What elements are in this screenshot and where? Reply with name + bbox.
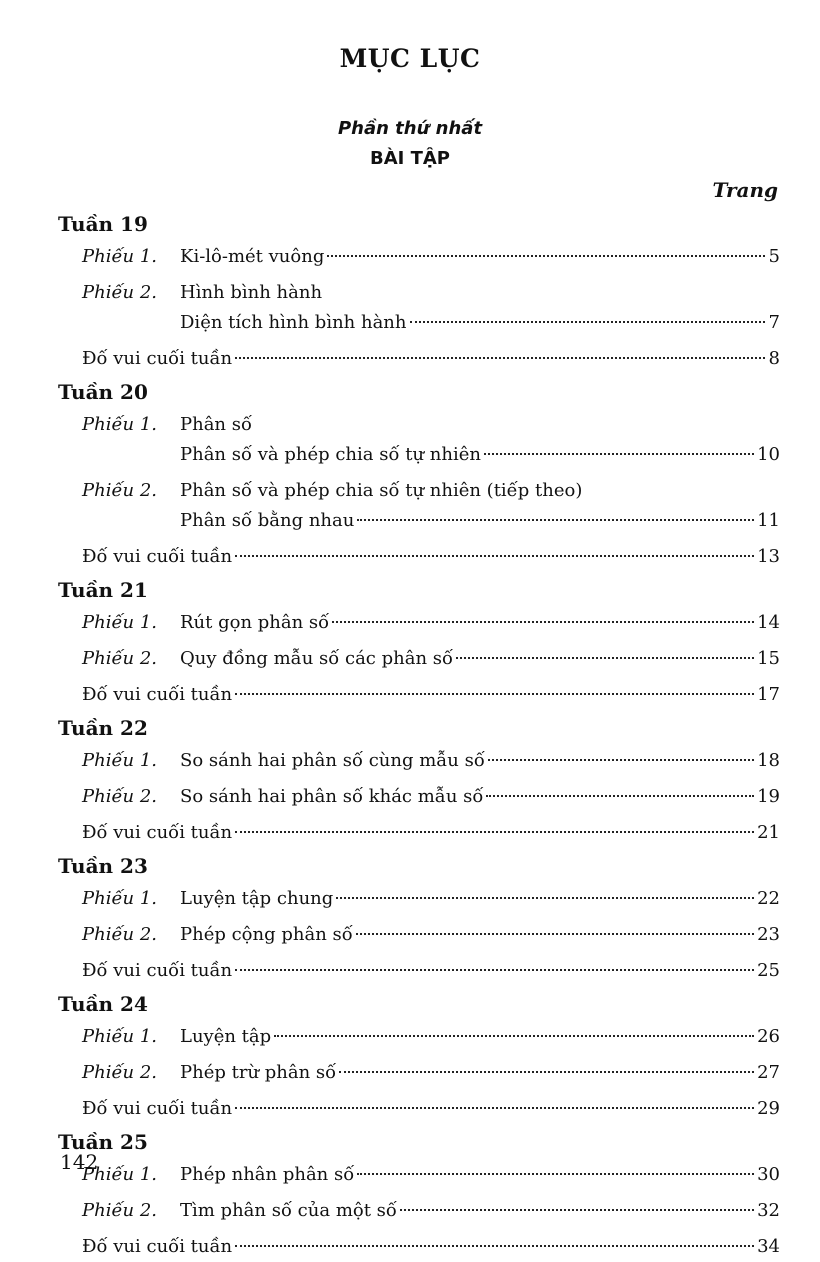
entry-title: Phép trừ phân số xyxy=(180,1062,337,1083)
entry-page-number: 30 xyxy=(757,1164,780,1185)
weekend-quiz-entry[interactable] xyxy=(58,680,780,710)
dot-leader xyxy=(357,1173,754,1175)
worksheet-label: Phiếu 1. xyxy=(82,1164,158,1185)
entry-title: Đố vui cuối tuần xyxy=(82,348,233,369)
toc-entry[interactable] xyxy=(58,782,780,812)
weekend-quiz-entry[interactable] xyxy=(58,1094,780,1124)
dot-leader xyxy=(332,621,754,623)
entry-title: Phép nhân phân số xyxy=(180,1164,355,1185)
entry-title: Phân số bằng nhau xyxy=(180,510,355,531)
dot-leader xyxy=(357,519,754,521)
dot-leader xyxy=(339,1071,754,1073)
entry-page-number: 5 xyxy=(768,246,780,267)
dot-leader xyxy=(235,1245,754,1247)
entry-page-number: 18 xyxy=(757,750,780,771)
part-heading: Phần thứ nhất xyxy=(337,118,483,139)
entry-title: So sánh hai phân số cùng mẫu số xyxy=(180,750,485,771)
worksheet-label: Phiếu 1. xyxy=(82,612,158,633)
entry-page-number: 22 xyxy=(757,888,780,909)
table-of-contents xyxy=(58,206,780,1262)
entry-title: Đố vui cuối tuần xyxy=(82,1098,233,1119)
toc-entry[interactable] xyxy=(58,1196,780,1226)
worksheet-label: Phiếu 1. xyxy=(82,246,158,267)
entry-title: Đố vui cuối tuần xyxy=(82,546,233,567)
entry-title: Đố vui cuối tuần xyxy=(82,960,233,981)
worksheet-label: Phiếu 1. xyxy=(82,750,158,771)
entry-page-number: 19 xyxy=(757,786,780,807)
worksheet-label: Phiếu 1. xyxy=(82,414,158,435)
worksheet-label: Phiếu 1. xyxy=(82,1026,158,1047)
week-heading: Tuần 23 xyxy=(58,854,148,878)
toc-entry[interactable] xyxy=(58,242,780,272)
weekend-quiz-entry[interactable] xyxy=(58,1232,780,1262)
dot-leader xyxy=(235,831,754,833)
entry-page-number: 21 xyxy=(757,822,780,843)
dot-leader xyxy=(327,255,765,257)
entry-page-number: 13 xyxy=(757,546,780,567)
weekend-quiz-entry[interactable] xyxy=(58,542,780,572)
entry-title: Phân số và phép chia số tự nhiên xyxy=(180,444,481,465)
worksheet-label: Phiếu 2. xyxy=(82,648,158,669)
week-heading: Tuần 24 xyxy=(58,992,148,1016)
entry-title: Tìm phân số của một số xyxy=(180,1200,397,1221)
toc-entry[interactable] xyxy=(58,506,780,536)
entry-page-number: 26 xyxy=(757,1026,780,1047)
entry-title: Luyện tập xyxy=(180,1026,272,1047)
entry-page-number: 27 xyxy=(757,1062,780,1083)
worksheet-label: Phiếu 2. xyxy=(82,786,158,807)
entry-title: Phân số xyxy=(180,414,252,435)
entry-page-number: 10 xyxy=(757,444,780,465)
toc-entry[interactable] xyxy=(58,920,780,950)
dot-leader xyxy=(235,969,754,971)
dot-leader xyxy=(488,759,754,761)
dot-leader xyxy=(356,933,754,935)
toc-entry[interactable] xyxy=(58,608,780,638)
worksheet-label: Phiếu 2. xyxy=(82,282,158,303)
entry-page-number: 29 xyxy=(757,1098,780,1119)
toc-entry[interactable] xyxy=(58,1022,780,1052)
entry-title: Quy đồng mẫu số các phân số xyxy=(180,648,454,669)
entry-page-number: 17 xyxy=(757,684,780,705)
toc-entry[interactable] xyxy=(58,308,780,338)
worksheet-label: Phiếu 2. xyxy=(82,1200,158,1221)
entry-page-number: 8 xyxy=(768,348,780,369)
dot-leader xyxy=(235,693,754,695)
week-heading: Tuần 20 xyxy=(58,380,148,404)
weekend-quiz-entry[interactable] xyxy=(58,344,780,374)
entry-page-number: 15 xyxy=(757,648,780,669)
page-number: 142 xyxy=(60,1150,99,1174)
toc-entry[interactable] xyxy=(58,278,780,308)
entry-title: Đố vui cuối tuần xyxy=(82,822,233,843)
week-heading: Tuần 25 xyxy=(58,1130,148,1154)
weekend-quiz-entry[interactable] xyxy=(58,956,780,986)
dot-leader xyxy=(484,453,754,455)
entry-title: Ki-lô-mét vuông xyxy=(180,246,325,267)
dot-leader xyxy=(235,1107,754,1109)
entry-title: Luyện tập chung xyxy=(180,888,334,909)
entry-title: Phép cộng phân số xyxy=(180,924,353,945)
dot-leader xyxy=(274,1035,754,1037)
entry-title: Phân số và phép chia số tự nhiên (tiếp theo) xyxy=(180,480,583,501)
dot-leader xyxy=(235,555,754,557)
week-heading: Tuần 21 xyxy=(58,578,148,602)
toc-entry[interactable] xyxy=(58,1160,780,1190)
toc-entry[interactable] xyxy=(58,1058,780,1088)
page-title: MỤC LỤC xyxy=(339,44,481,73)
entry-title: Đố vui cuối tuần xyxy=(82,684,233,705)
entry-page-number: 23 xyxy=(757,924,780,945)
entry-page-number: 11 xyxy=(757,510,780,531)
worksheet-label: Phiếu 2. xyxy=(82,1062,158,1083)
entry-title: Hình bình hành xyxy=(180,282,323,303)
entry-title: Rút gọn phân số xyxy=(180,612,330,633)
worksheet-label: Phiếu 2. xyxy=(82,924,158,945)
entry-page-number: 25 xyxy=(757,960,780,981)
dot-leader xyxy=(456,657,754,659)
week-heading: Tuần 22 xyxy=(58,716,148,740)
entry-page-number: 14 xyxy=(757,612,780,633)
entry-title: Đố vui cuối tuần xyxy=(82,1236,233,1257)
entry-page-number: 32 xyxy=(757,1200,780,1221)
dot-leader xyxy=(336,897,754,899)
weekend-quiz-entry[interactable] xyxy=(58,818,780,848)
section-heading: BÀI TẬP xyxy=(369,148,450,169)
worksheet-label: Phiếu 2. xyxy=(82,480,158,501)
entry-page-number: 34 xyxy=(757,1236,780,1257)
toc-entry[interactable] xyxy=(58,476,780,506)
worksheet-label: Phiếu 1. xyxy=(82,888,158,909)
toc-entry[interactable] xyxy=(58,746,780,776)
dot-leader xyxy=(486,795,754,797)
toc-entry[interactable] xyxy=(58,410,780,440)
entry-title: Diện tích hình bình hành xyxy=(180,312,407,333)
toc-entry[interactable] xyxy=(58,440,780,470)
toc-entry[interactable] xyxy=(58,884,780,914)
dot-leader xyxy=(400,1209,754,1211)
page-column-label: Trang xyxy=(712,178,778,202)
week-heading: Tuần 19 xyxy=(58,212,148,236)
toc-entry[interactable] xyxy=(58,644,780,674)
dot-leader xyxy=(235,357,765,359)
dot-leader xyxy=(410,321,766,323)
entry-title: So sánh hai phân số khác mẫu số xyxy=(180,786,484,807)
entry-page-number: 7 xyxy=(768,312,780,333)
